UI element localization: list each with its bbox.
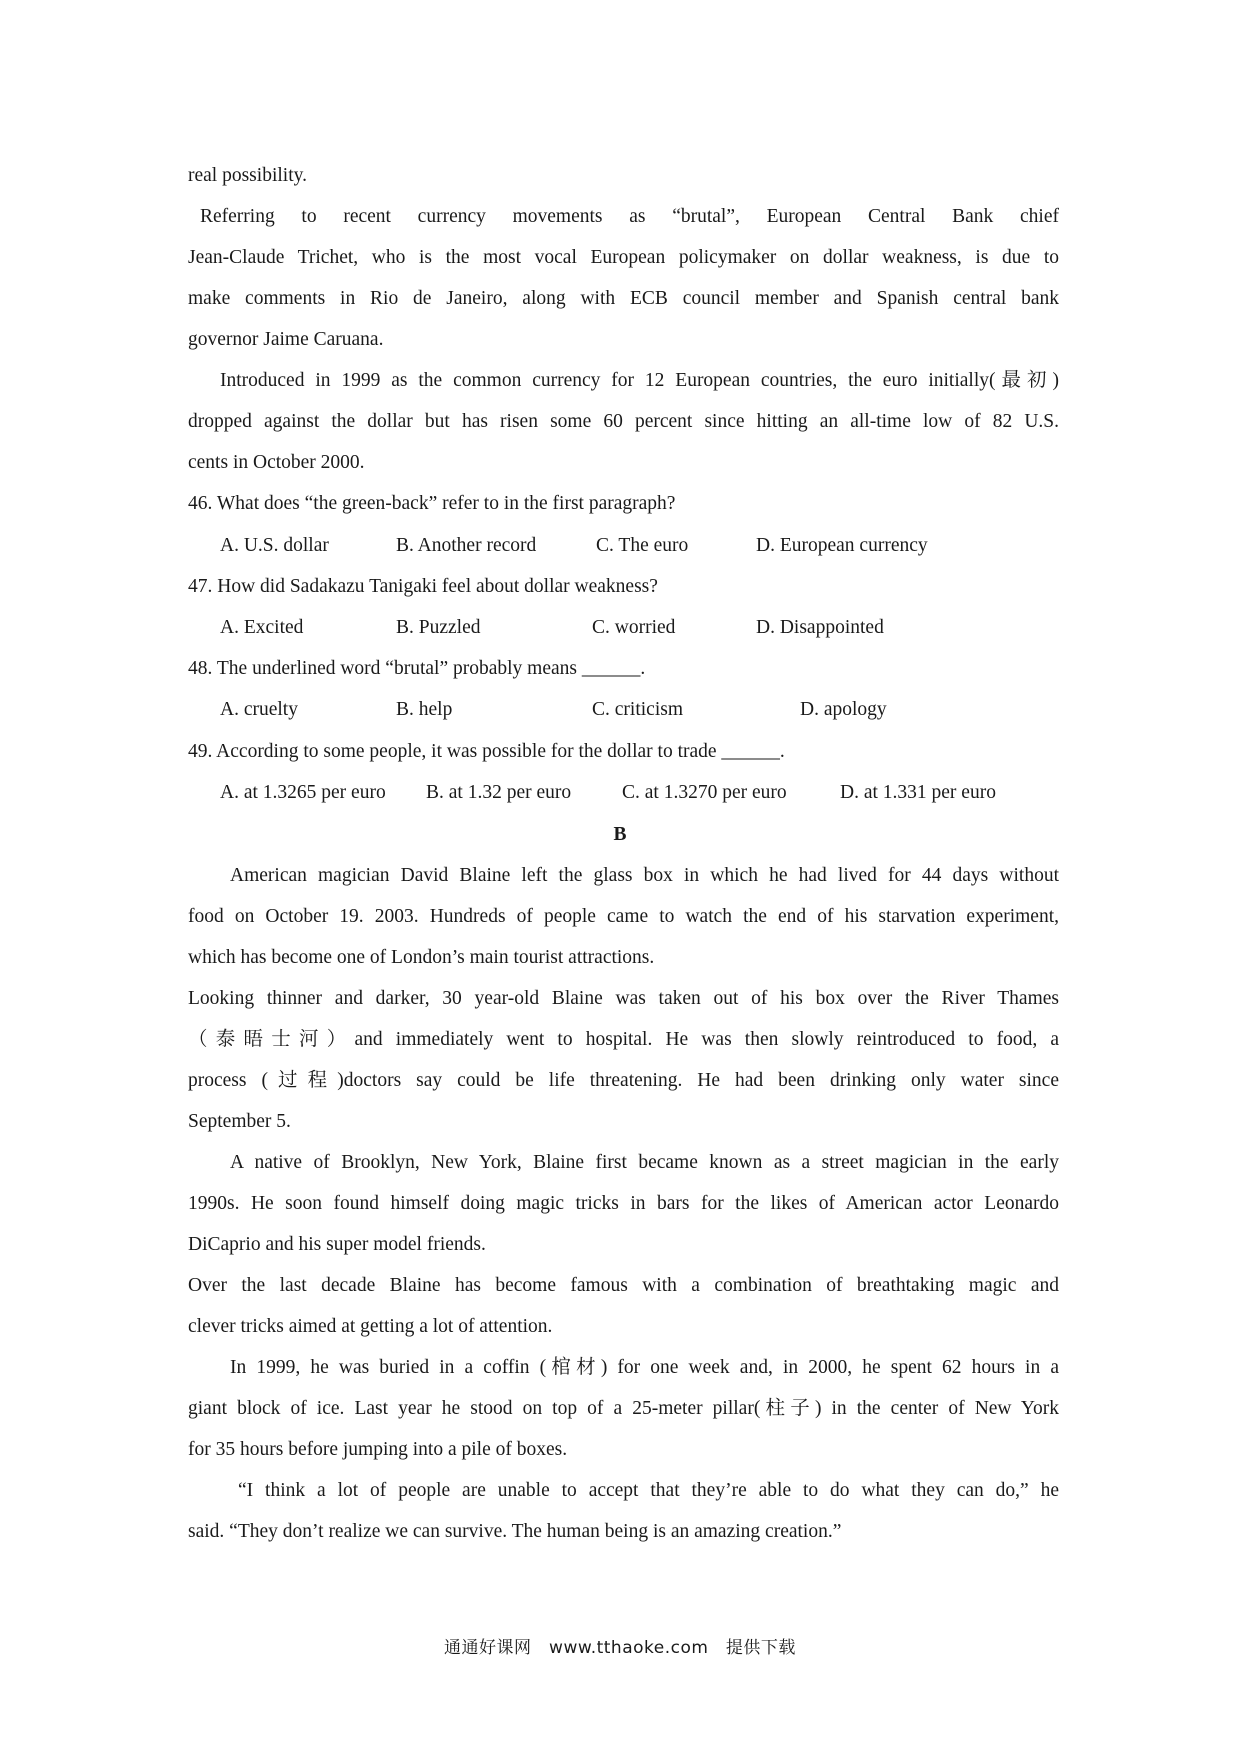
passage-b-line-4: Looking thinner and darker, 30 year-old Blaine was taken out of his box over the River Thames [188, 988, 1059, 1009]
passage-b-line-6: process (过程)doctors say could be life threatening. He had been drinking only water since [188, 1070, 1059, 1091]
passage-b-line-3: which has become one of London’s main tourist attractions. [188, 947, 655, 968]
passage-b-line-1: American magician David Blaine left the glass box in which he had lived for 44 days without [230, 865, 1059, 886]
passage-b-line-9: 1990s. He soon found himself doing magic tricks in bars for the likes of American actor Leonardo [188, 1193, 1059, 1214]
passage-b-line-16: “I think a lot of people are unable to accept that they’re able to do what they can do,” he [238, 1480, 1059, 1501]
passage-a-line-3: Jean-Claude Trichet, who is the most vocal European policymaker on dollar weakness, is due to [188, 247, 1059, 268]
question-46-option-b: B. Another record [396, 535, 537, 556]
passage-a-line-8: cents in October 2000. [188, 452, 365, 473]
question-49-option-a: A. at 1.3265 per euro [220, 782, 386, 803]
passage-b-line-5: （泰晤士河）and immediately went to hospital. He was then slowly reintroduced to food, a [188, 1029, 1059, 1050]
question-48-stem: 48. The underlined word “brutal” probably means ______. [188, 658, 646, 679]
passage-a-line-2: Referring to recent currency movements as “brutal”, European Central Bank chief [200, 206, 1059, 227]
section-b-heading: B [613, 824, 627, 845]
question-46-option-a: A. U.S. dollar [220, 535, 329, 556]
passage-b-line-8: A native of Brooklyn, New York, Blaine first became known as a street magician in the early [230, 1152, 1059, 1173]
passage-a-line-1: real possibility. [188, 165, 307, 186]
passage-b-line-11: Over the last decade Blaine has become famous with a combination of breathtaking magic and [188, 1275, 1059, 1296]
question-47-stem: 47. How did Sadakazu Tanigaki feel about dollar weakness? [188, 576, 658, 597]
question-47-option-a: A. Excited [220, 617, 304, 638]
passage-b-line-15: for 35 hours before jumping into a pile of boxes. [188, 1439, 568, 1460]
passage-b-line-2: food on October 19. 2003. Hundreds of people came to watch the end of his starvation experiment, [188, 906, 1059, 927]
passage-b-line-13: In 1999, he was buried in a coffin (棺材) for one week and, in 2000, he spent 62 hours in a [230, 1357, 1059, 1378]
question-47-option-c: C. worried [592, 617, 676, 638]
question-48-option-a: A. cruelty [220, 699, 298, 720]
question-49-option-c: C. at 1.3270 per euro [622, 782, 787, 803]
passage-a-line-6: Introduced in 1999 as the common currency for 12 European countries, the euro initially(最初) [220, 370, 1059, 391]
page-footer: 通通好课网 www.tthaoke.com 提供下载 [444, 1638, 796, 1658]
question-49-option-d: D. at 1.331 per euro [840, 782, 996, 803]
question-46-stem: 46. What does “the green-back” refer to in the first paragraph? [188, 493, 676, 514]
question-46-option-c: C. The euro [596, 535, 689, 556]
question-48-option-c: C. criticism [592, 699, 683, 720]
question-49-option-b: B. at 1.32 per euro [426, 782, 572, 803]
passage-b-line-12: clever tricks aimed at getting a lot of attention. [188, 1316, 553, 1337]
passage-b-line-10: DiCaprio and his super model friends. [188, 1234, 486, 1255]
question-47-option-d: D. Disappointed [756, 617, 884, 638]
passage-a-line-5: governor Jaime Caruana. [188, 329, 384, 350]
passage-b-line-7: September 5. [188, 1111, 291, 1132]
passage-a-line-7: dropped against the dollar but has risen some 60 percent since hitting an all-time low of 82 U.S. [188, 411, 1059, 432]
question-46-option-d: D. European currency [756, 535, 928, 556]
passage-b-line-14: giant block of ice. Last year he stood on top of a 25-meter pillar(柱子) in the center of New York [188, 1398, 1059, 1419]
question-48-option-d: D. apology [800, 699, 887, 720]
question-47-option-b: B. Puzzled [396, 617, 481, 638]
passage-a-line-4: make comments in Rio de Janeiro, along with ECB council member and Spanish central bank [188, 288, 1059, 309]
question-48-option-b: B. help [396, 699, 453, 720]
passage-b-line-17: said. “They don’t realize we can survive. The human being is an amazing creation.” [188, 1521, 842, 1542]
question-49-stem: 49. According to some people, it was possible for the dollar to trade ______. [188, 741, 785, 762]
